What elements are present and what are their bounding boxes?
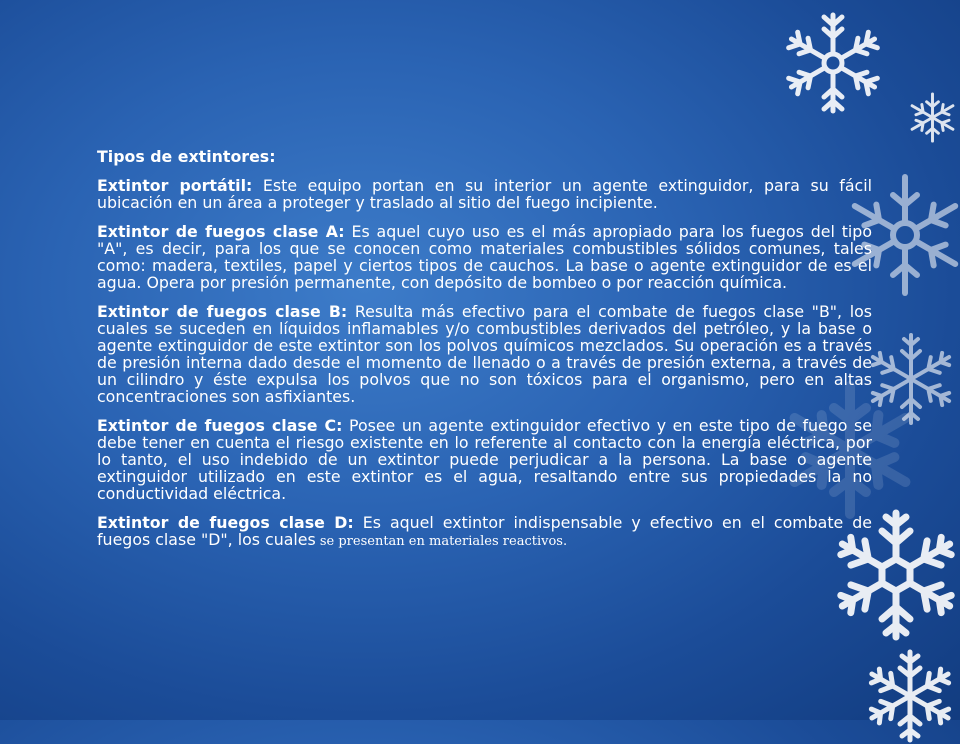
paragraph-clase-b: [97, 303, 872, 405]
slide-content: [97, 148, 872, 562]
text-clase-d-tail: se presentan en materiales reactivos.: [315, 534, 568, 549]
text-extintor-portatil: Este equipo portan en su interior un agente extinguidor, para su fácil ubicación en un área a proteger y traslado al sitio del fuego incipiente.: [97, 176, 872, 212]
text-clase-b: Resulta más efectivo para el combate de fuegos clase "B", los cuales se suceden en líquidos inflamables y/o combustibles derivados del petróleo, y la base o agente extinguidor de este extintor son los polvos químicos mezclados. Su operación es a través de presión interna dado desde el momento de llenado o a través de presión externa, a través de un cilindro y éste expulsa los polvos que no son tóxicos para el organismo, pero en altas concentraciones son asfixiantes.: [97, 302, 872, 406]
paragraph-clase-d: [97, 514, 872, 550]
text-clase-c: Posee un agente extinguidor efectivo y en este tipo de fuego se debe tener en cuenta el riesgo existente en lo referente al contacto con la energía eléctrica, por lo tanto, el uso indebido de un extintor puede perjudicar a la persona. La base o agente extinguidor utilizado en este extintor es el agua, resaltando entre sus propiedades la no conductividad eléctrica.: [97, 416, 872, 503]
text-clase-a: Es aquel cuyo uso es el más apropiado para los fuegos del tipo "A", es decir, para los que se conocen como materiales combustibles sólidos comunes, tales como: madera, textiles, papel y ciertos tipos de cauchos. La base o agente extinguidor de es el agua. Opera por presión permanente, con depósito de bombeo o por reacción química.: [97, 222, 872, 292]
term-extintor-portatil: Extintor portátil:: [97, 176, 253, 195]
snowflake-bottom-corner-icon: [862, 648, 958, 744]
term-clase-b: Extintor de fuegos clase B:: [97, 302, 348, 321]
paragraph-clase-a: [97, 223, 872, 291]
slide-heading: Tipos de extintores:: [97, 147, 276, 166]
snowflake-small-right-icon: [905, 90, 960, 145]
term-clase-d: Extintor de fuegos clase D:: [97, 513, 354, 532]
term-clase-c: Extintor de fuegos clase C:: [97, 416, 343, 435]
snowflake-large-top-icon: [778, 8, 888, 118]
term-clase-a: Extintor de fuegos clase A:: [97, 222, 345, 241]
paragraph-clase-c: [97, 417, 872, 502]
text-clase-d: Es aquel extintor indispensable y efectivo en el combate de fuegos clase "D", los cuales: [97, 513, 872, 549]
paragraph-extintor-portatil: [97, 177, 872, 211]
